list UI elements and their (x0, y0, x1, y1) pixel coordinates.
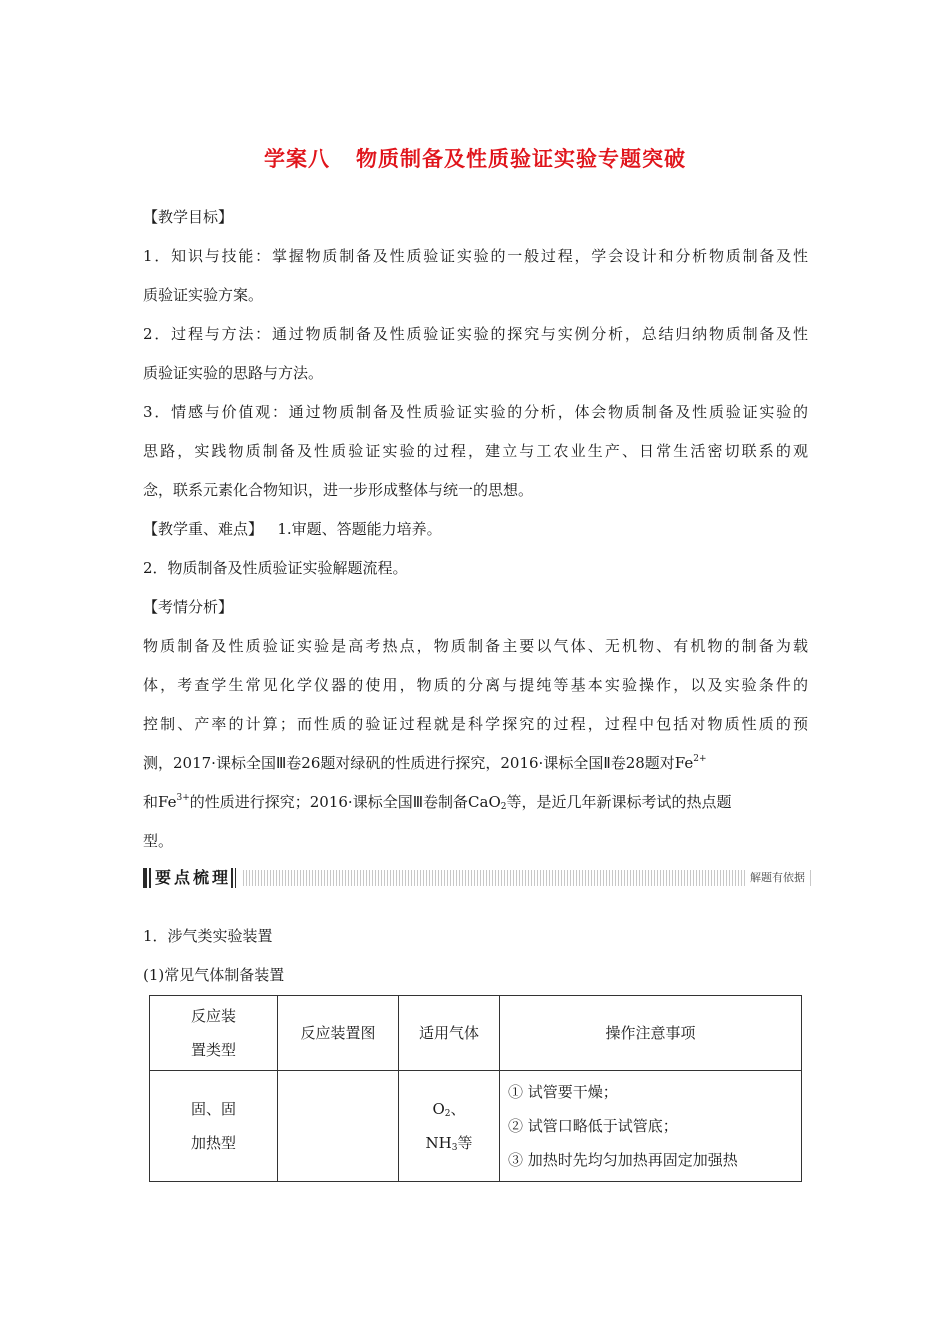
page-title (0, 143, 950, 173)
analysis-line-1: 物质制备及性质验证实验是高考热点，物质制备主要以气体、无机物、有机物的制备为载 (143, 637, 808, 655)
roman-three-2: Ⅲ (412, 793, 424, 811)
title-part1: 学案八 (264, 147, 330, 171)
section-banner (143, 867, 813, 889)
goal-3-line-1: 3．情感与价值观：通过物质制备及性质验证实验的分析，体会物质制备及性质验证实验的 (143, 403, 808, 421)
cell-type (150, 1071, 278, 1182)
analysis-line-5 (143, 783, 808, 822)
header-type-line-1: 反应装 (190, 1007, 236, 1025)
cell-gas (399, 1071, 500, 1182)
title-part2: 物质制备及性质验证实验专题突破 (356, 147, 686, 171)
banner-stripe (243, 870, 813, 886)
key-points-line (143, 510, 808, 549)
cell-type-line-2: 加热型 (190, 1134, 236, 1152)
note-2: ② 试管口略低于试管底； (508, 1117, 678, 1135)
analysis-line-4-a: 测，2017·课标全国 (143, 754, 276, 772)
goal-3-line-2: 思路，实践物质制备及性质验证实验的过程，建立与工农业生产、日常生活密切联系的观 (143, 442, 808, 460)
cell-diagram (278, 1071, 399, 1182)
gas-prep-table (149, 995, 802, 1182)
cao2-subscript: 2 (500, 802, 507, 812)
gas-separator: 、 (450, 1100, 466, 1118)
section-heading-1: 1．涉气类实验装置 (143, 927, 273, 945)
analysis-line-5-b: 的性质进行探究；2016·课标全国 (189, 793, 413, 811)
banner-bar-thin (149, 868, 151, 888)
key-point-1: 1.审题、答题能力培养。 (277, 520, 442, 538)
key-points-heading: 【教学重、难点】 (143, 520, 264, 538)
header-type-line-2: 置类型 (190, 1041, 236, 1059)
gas-o-subscript: 2 (444, 1109, 451, 1119)
goal-3-line-3: 念，联系元素化合物知识，进一步形成整体与统一的思想。 (143, 481, 534, 499)
roman-three: Ⅲ (275, 754, 287, 772)
analysis-line-6: 型。 (143, 832, 174, 850)
banner-bar (143, 868, 147, 888)
banner-bar-right (231, 868, 233, 888)
note-1: ① 试管要干燥； (508, 1083, 618, 1101)
gas-etc: 等 (457, 1134, 473, 1152)
table-row (150, 1071, 802, 1182)
analysis-line-2: 体，考查学生常见化学仪器的使用，物质的分离与提纯等基本实验操作，以及实验条件的 (143, 676, 808, 694)
roman-two: Ⅱ (603, 754, 611, 772)
header-gas: 适用气体 (399, 996, 500, 1071)
analysis-line-4 (143, 744, 808, 783)
analysis-line-5-d: 等，是近几年新课标考试的热点题 (506, 793, 732, 811)
banner-right-text: 解题有依据 (746, 869, 809, 887)
header-diagram: 反应装置图 (278, 996, 399, 1071)
goal-1-line-1: 1．知识与技能：掌握物质制备及性质验证实验的一般过程，学会设计和分析物质制备及性 (143, 247, 808, 265)
table-header-row (150, 996, 802, 1071)
goal-2-line-1: 2．过程与方法：通过物质制备及性质验证实验的探究与实例分析，总结归纳物质制备及性 (143, 325, 808, 343)
analysis-heading: 【考情分析】 (143, 598, 234, 616)
document-body (143, 198, 808, 861)
goals-heading: 【教学目标】 (143, 208, 234, 226)
note-3: ③ 加热时先均匀加热再固定加强热 (508, 1151, 738, 1169)
gas-nh-subscript: 3 (451, 1143, 458, 1153)
key-point-2: 2．物质制备及性质验证实验解题流程。 (143, 559, 408, 577)
cell-notes (500, 1071, 802, 1182)
banner-bar-right-thin (235, 868, 236, 888)
analysis-line-4-c: 卷28题对Fe (610, 754, 694, 772)
section-headings (143, 917, 808, 995)
goal-1-line-2: 质验证实验方案。 (143, 286, 264, 304)
analysis-line-5-a: 和Fe (143, 793, 177, 811)
header-notes: 操作注意事项 (500, 996, 802, 1071)
fe2-charge: 2+ (693, 754, 707, 764)
gas-nh: NH (425, 1134, 452, 1152)
gas-o: O (432, 1100, 445, 1118)
analysis-line-4-b: 卷26题对绿矾的性质进行探究，2016·课标全国 (286, 754, 604, 772)
analysis-line-3: 控制、产率的计算；而性质的验证过程就是科学探究的过程，过程中包括对物质性质的预 (143, 715, 808, 733)
fe3-charge: 3+ (176, 793, 190, 803)
analysis-line-5-c: 卷制备CaO (423, 793, 501, 811)
header-type (150, 996, 278, 1071)
section-heading-2: (1)常见气体制备装置 (143, 966, 285, 984)
banner-label: 要点梳理 (155, 868, 232, 887)
goal-2-line-2: 质验证实验的思路与方法。 (143, 364, 324, 382)
cell-type-line-1: 固、固 (190, 1100, 236, 1118)
